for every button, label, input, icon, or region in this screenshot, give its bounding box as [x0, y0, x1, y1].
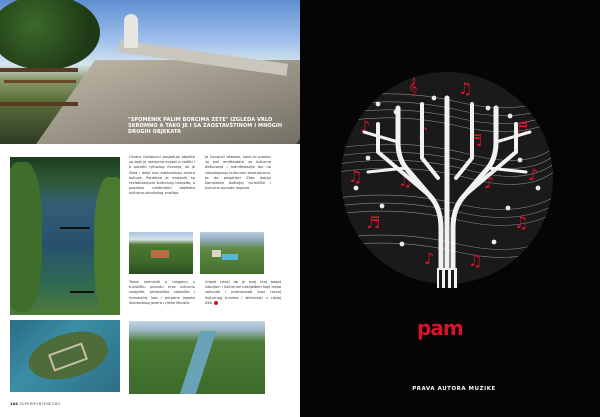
- treble-clef-icon: ♫: [348, 167, 363, 186]
- treble-clef-icon: ♬: [514, 119, 529, 138]
- hero-photo-monument: [0, 0, 300, 144]
- bench-icon: [0, 68, 78, 106]
- bird-icon: [60, 227, 90, 229]
- music-note-icon: ♫: [468, 251, 483, 270]
- article-text: Vrijedi istaći da je ovaj kraj bogat istorijom i kulturnim naslijeđem koje treba sačuvati i promovisati kroz razvoj kulturnog turizma i aktivnosti u cijeloj Zeti.: [205, 280, 281, 305]
- end-mark-icon: [214, 301, 218, 305]
- right-page-advertisement: [300, 0, 600, 417]
- treble-clef-icon: ♫: [514, 213, 529, 232]
- magazine-name: SUPERMONTENEGRO: [19, 402, 61, 406]
- article-column-2: [205, 155, 271, 191]
- photo-forest-house: [129, 232, 193, 274]
- hero-caption: "SPOMENIK PALIM BORCIMA ZETE" IZGLEDA VRLO SKROMNO A TAKO JE I SA ZAOSTAVŠTINOM I MNOGIH DRUGIH OBJEKATA: [128, 117, 283, 135]
- music-tree-icon: [338, 68, 556, 288]
- music-note-icon: ♪: [484, 173, 495, 192]
- photo-island-fortress: [10, 320, 120, 392]
- article-paragraph: Centra Golubovci posjeduje objekte za koje je razvijena svijest o zaštiti i o potrebi njihovog čuvanja, ali je Zeta i dalje bez adekvatnog centra kulture. Potrebno je nastaviti sa revitalizacijom kulturnog nasljeđa, a posebno uređenjem objekata kulturno-istorijskog značaja.: [129, 155, 195, 196]
- music-note-icon: ♬: [468, 131, 483, 150]
- treble-clef-icon: ♪: [528, 165, 539, 184]
- article-paragraph: [205, 280, 281, 306]
- photo-lake-birds: [10, 157, 120, 315]
- article-column-3: [129, 280, 195, 306]
- building-icon: [212, 250, 221, 257]
- music-note-icon: ♫: [398, 171, 413, 190]
- page-footer: [10, 402, 60, 406]
- music-note-icon: ♪: [418, 123, 429, 142]
- treble-clef-icon: ♫: [458, 79, 473, 98]
- pam-logo: pam: [417, 316, 463, 340]
- photo-aerial-resort: [200, 232, 264, 274]
- photo-bank-left: [10, 162, 42, 312]
- music-note-icon: ♪: [424, 249, 435, 268]
- bird-icon: [70, 291, 94, 293]
- article-paragraph: Je čuvajući oktobar, kako bi prostor sa pet amfiteatara za kulturna dešavanja i manifestacije bio na raspolaganju kulturnim stvaraocima, te da posjetioci Zete dobiju kompletan doživljaj turističke i kulturne ponude regiona.: [205, 155, 271, 191]
- article-paragraph: Treba razmisliti o ulaganju u turističku ponudu kroz kulturno nasljeđe, arheološka nalazišta i manastire, kao i prirodne ljepote Skadarskog jezera i rijeke Morače.: [129, 280, 195, 305]
- treble-clef-icon: ♪: [360, 117, 371, 136]
- article-column-4: [205, 280, 281, 306]
- pool-icon: [222, 254, 238, 260]
- tree-shape: [0, 0, 100, 70]
- photo-bank-right: [94, 177, 120, 315]
- river-shape: [178, 331, 217, 394]
- photo-river-valley: [129, 321, 265, 394]
- treble-clef-icon: 𝄞: [408, 77, 418, 96]
- article-column-1: [129, 155, 195, 197]
- monument-icon: [124, 14, 138, 48]
- page-number: 104: [10, 402, 19, 406]
- bench-seat: [4, 80, 76, 83]
- treble-clef-icon: ♬: [366, 213, 381, 232]
- ad-tagline: PRAVA AUTORA MUZIKE: [412, 386, 496, 392]
- house-roof-icon: [151, 250, 169, 258]
